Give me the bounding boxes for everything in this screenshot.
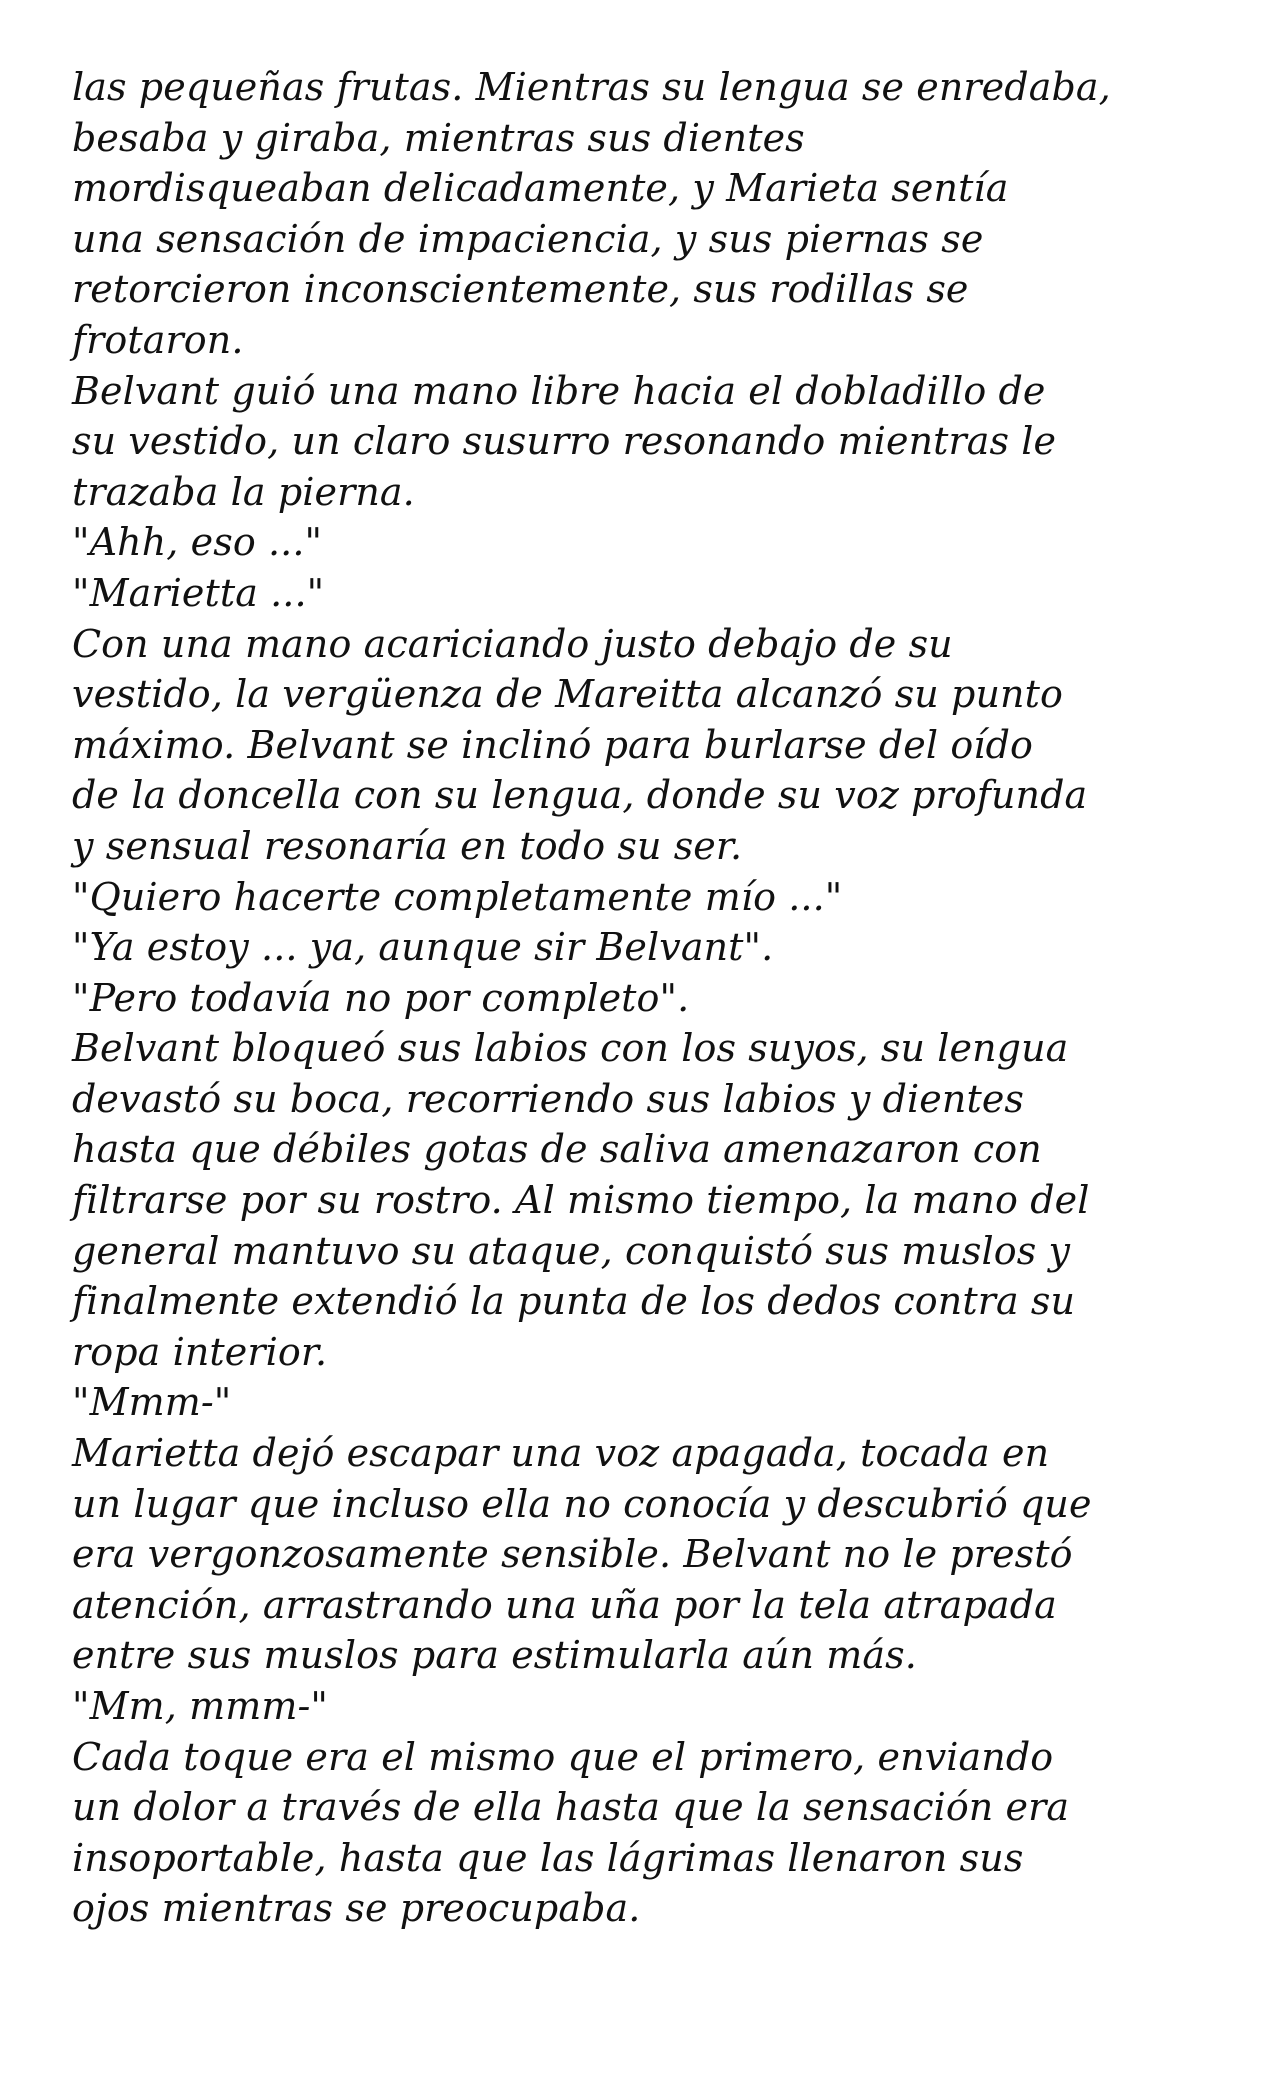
text-line: de la doncella con su lengua, donde su voz profunda xyxy=(72,773,1088,818)
text-line: trazaba la pierna. xyxy=(72,469,415,514)
dialogue-line: "Mmm-" xyxy=(72,1380,232,1425)
text-line: Cada toque era el mismo que el primero, enviando xyxy=(72,1734,1054,1779)
text-line: general mantuvo su ataque, conquistó sus muslos y xyxy=(72,1228,1071,1273)
text-line: retorcieron inconscientemente, sus rodillas se xyxy=(72,267,969,312)
dialogue-line: "Pero todavía no por completo". xyxy=(72,975,690,1020)
dialogue-line: "Marietta ..." xyxy=(72,570,325,615)
text-line: máximo. Belvant se inclinó para burlarse del oído xyxy=(72,722,1033,767)
text-line: atención, arrastrando una uña por la tela atrapada xyxy=(72,1582,1057,1627)
dialogue-line: "Mm, mmm-" xyxy=(72,1684,328,1728)
text-line: finalmente extendió la punta de los dedos contra su xyxy=(72,1279,1076,1324)
text-line: mordisqueaban delicadamente, y Marieta sentía xyxy=(72,166,1009,211)
text-line: era vergonzosamente sensible. Belvant no le prestó xyxy=(72,1532,1073,1577)
text-line: frotaron. xyxy=(72,317,244,362)
dialogue-line: "Ahh, eso ..." xyxy=(72,520,323,565)
dialogue-line: "Ya estoy ... ya, aunque sir Belvant". xyxy=(72,925,774,970)
text-line: Marietta dejó escapar una voz apagada, tocada en xyxy=(72,1431,1050,1476)
text-line: una sensación de impaciencia, y sus piernas se xyxy=(72,216,984,261)
text-line: Belvant guió una mano libre hacia el dobladillo de xyxy=(72,368,1046,413)
text-line: su vestido, un claro susurro resonando mientras le xyxy=(72,419,1057,464)
text-line: ropa interior. xyxy=(72,1329,328,1374)
text-line: besaba y giraba, mientras sus dientes xyxy=(72,115,805,160)
text-line: las pequeñas frutas. Mientras su lengua se enredaba, xyxy=(72,65,1111,109)
text-line: y sensual resonaría en todo su ser. xyxy=(72,823,743,868)
text-line: devastó su boca, recorriendo sus labios y dientes xyxy=(72,1076,1025,1121)
text-line: entre sus muslos para estimularla aún más. xyxy=(72,1633,917,1678)
dialogue-line: "Quiero hacerte completamente mío ..." xyxy=(72,874,843,919)
text-line: insoportable, hasta que las lágrimas llenaron sus xyxy=(72,1835,1024,1880)
text-line: hasta que débiles gotas de saliva amenazaron con xyxy=(72,1127,1042,1172)
text-line: un dolor a través de ella hasta que la sensación era xyxy=(72,1785,1070,1830)
text-line: ojos mientras se preocupaba. xyxy=(72,1886,641,1931)
document-page xyxy=(72,62,1212,1934)
text-line: un lugar que incluso ella no conocía y descubrió que xyxy=(72,1481,1092,1526)
text-line: Con una mano acariciando justo debajo de su xyxy=(72,621,953,666)
text-line: vestido, la vergüenza de Mareitta alcanzó su punto xyxy=(72,672,1063,717)
text-line: Belvant bloqueó sus labios con los suyos, su lengua xyxy=(72,1026,1069,1071)
text-line: filtrarse por su rostro. Al mismo tiempo, la mano del xyxy=(72,1178,1090,1223)
